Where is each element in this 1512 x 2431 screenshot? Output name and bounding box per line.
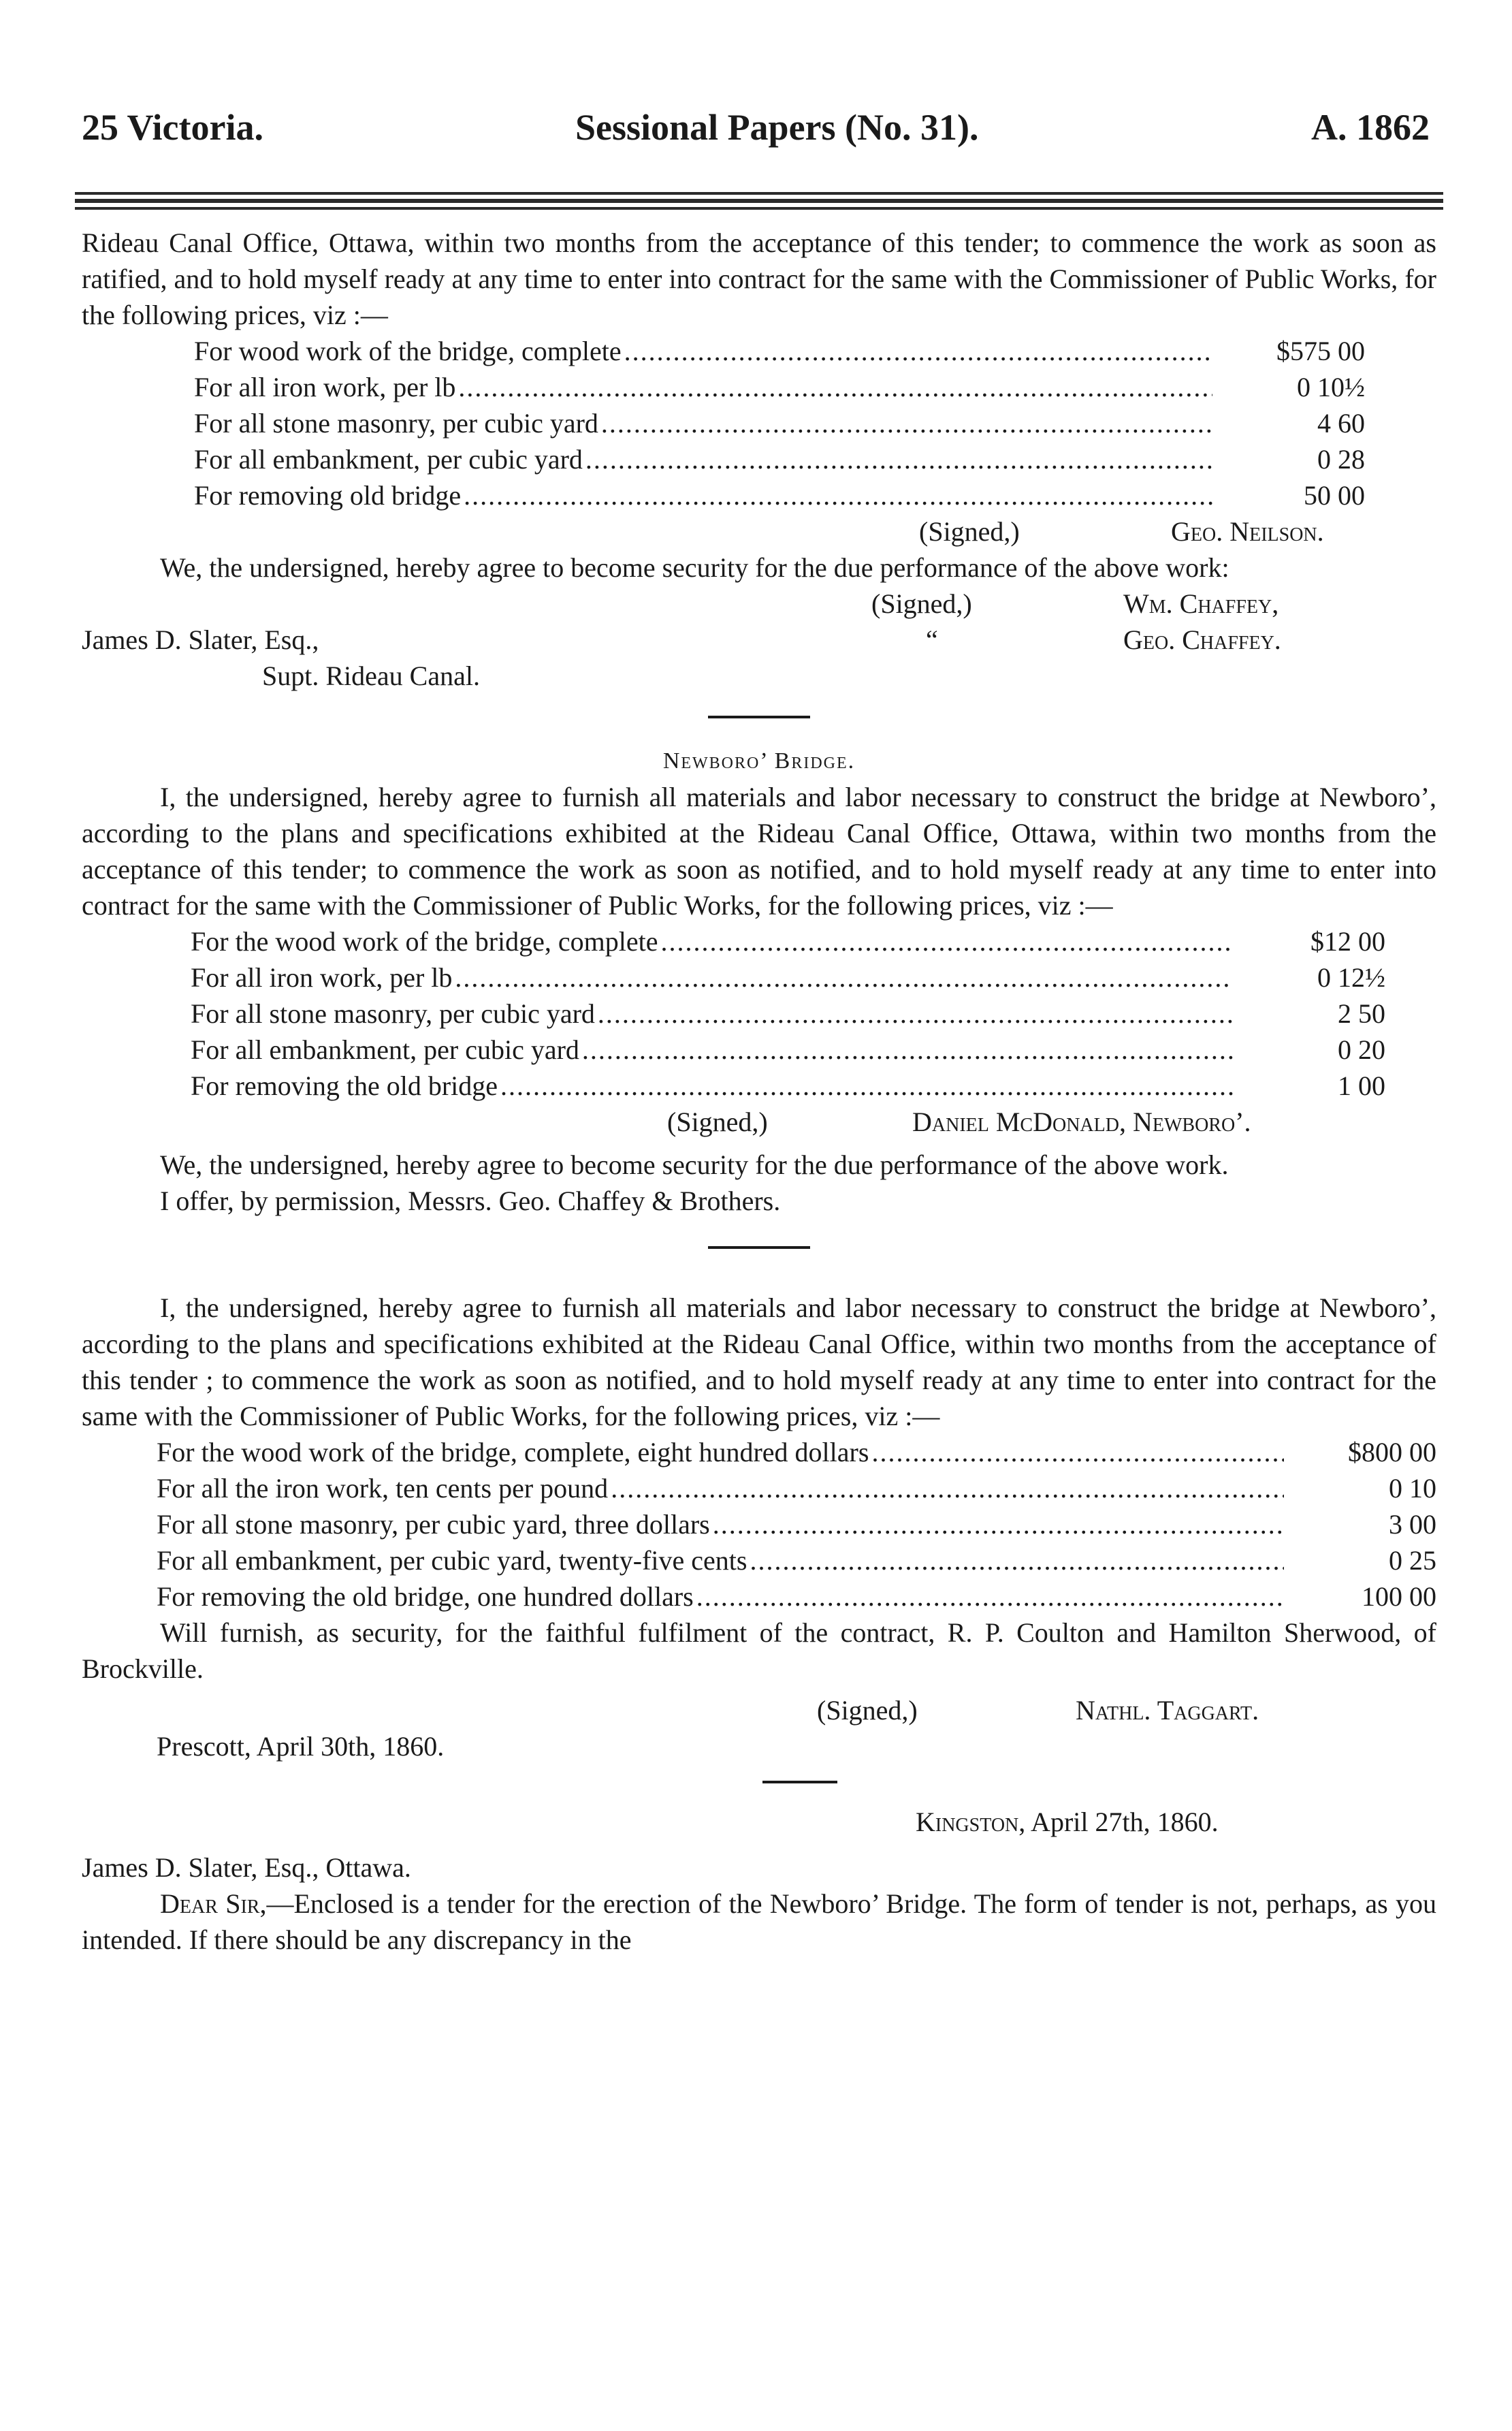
section-heading: Newboro’ Bridge. (662, 748, 856, 774)
leader-dots (582, 1032, 1233, 1068)
price-item: For all iron work, per lb (194, 372, 456, 402)
price-row (157, 1470, 1436, 1506)
tender3-intro: I, the undersigned, hereby agree to furnish all materials and labor necessary to construct the bridge at Newboro’, according to the plans and specifications exhibited at the Rideau Canal Office, within two months from the acceptance of this tender ; to commence the work as soon as notified, and to hold myself ready at any time to enter into contract for the same with the Commissioner of Public Works, for the following prices, viz :— (82, 1292, 1436, 1431)
price-amount: 0 25 (1389, 1545, 1436, 1576)
leader-dots (624, 333, 1212, 369)
header-year: A. 1862 (1311, 107, 1430, 148)
price-amount: 0 10½ (1297, 372, 1365, 402)
price-row (191, 959, 1385, 996)
header-rule-top (75, 192, 1443, 195)
leader-dots (713, 1506, 1284, 1542)
tender2-security-text: We, the undersigned, hereby agree to become security for the due performance of the above work. (160, 1149, 1229, 1180)
leader-dots (500, 1068, 1233, 1104)
tender3-place-date-line (82, 1728, 1436, 1764)
addressee-title-line (82, 658, 1436, 694)
price-amount: 4 60 (1317, 408, 1365, 439)
security-signed-label: (Signed,) (871, 588, 972, 619)
header-rule-bottom (75, 207, 1443, 210)
signed-label: (Signed,) (817, 1695, 918, 1726)
signed-label: (Signed,) (919, 516, 1020, 547)
page-header (75, 102, 1450, 157)
surety-name: Wm. Chaffey, (1123, 588, 1279, 619)
tender2-signature (82, 1104, 1436, 1140)
security-signed-line (82, 586, 1436, 622)
letter-addressee-line (82, 1849, 1436, 1886)
price-row (157, 1506, 1436, 1542)
leader-dots (464, 477, 1212, 513)
price-item: For all the iron work, ten cents per pound (157, 1473, 609, 1504)
price-item: For wood work of the bridge, complete (194, 336, 622, 366)
tender2-offer-text: I offer, by permission, Messrs. Geo. Chaffey & Brothers. (160, 1186, 781, 1216)
leader-dots (601, 405, 1212, 441)
letter-body-text: —Enclosed is a tender for the erection of the Newboro’ Bridge. The form of tender is not, perhaps, as you intended. If there should be any discrepancy in the (82, 1888, 1436, 1955)
tender3-signature (82, 1692, 1436, 1728)
price-item: For all stone masonry, per cubic yard, three dollars (157, 1509, 710, 1540)
place-date: Prescott, April 30th, 1860. (157, 1731, 445, 1762)
letter-body (82, 1886, 1436, 1958)
price-row (191, 996, 1385, 1032)
price-item: For the wood work of the bridge, complete (191, 926, 658, 957)
tender3-price-list (157, 1434, 1436, 1615)
tender2-price-list (191, 923, 1385, 1104)
price-item: For removing old bridge (194, 480, 462, 511)
letter-date: , April 27th, 1860. (1018, 1807, 1219, 1837)
price-item: For all embankment, per cubic yard (194, 444, 583, 475)
price-row (191, 923, 1385, 959)
addressee-line (82, 622, 1436, 658)
tender1-security-text: We, the undersigned, hereby agree to become security for the due performance of the above work: (160, 552, 1229, 583)
price-row (194, 441, 1365, 477)
price-row (157, 1578, 1436, 1615)
price-row (157, 1434, 1436, 1470)
addressee-title: Supt. Rideau Canal. (262, 661, 480, 691)
leader-dots (458, 369, 1212, 405)
tender1-intro: Rideau Canal Office, Ottawa, within two months from the acceptance of this tender; to commence the work as soon as ratified, and to hold myself ready at any time to enter into contract for the same with the Commissioner of Public Works, for the following prices, viz :— (82, 227, 1436, 330)
leader-dots (598, 996, 1233, 1032)
price-amount: 3 00 (1389, 1509, 1436, 1540)
letter-place: Kingston (916, 1807, 1019, 1837)
tender1-price-list (194, 333, 1365, 513)
price-row (157, 1542, 1436, 1578)
header-session: 25 Victoria. (82, 107, 263, 148)
leader-dots (661, 923, 1233, 959)
signer-name: Geo. Neilson. (1171, 516, 1324, 547)
price-amount: $575 00 (1276, 336, 1365, 366)
addressee-name: James D. Slater, Esq., (82, 624, 319, 655)
price-item: For all stone masonry, per cubic yard (194, 408, 598, 439)
price-row (191, 1068, 1385, 1104)
price-item: For removing the old bridge, one hundred dollars (157, 1581, 694, 1612)
tender3-security-text: Will furnish, as security, for the faithful fulfilment of the contract, R. P. Coulton and Hamilton Sherwood, of Brockville. (82, 1617, 1436, 1684)
price-item: For removing the old bridge (191, 1070, 498, 1101)
price-item: For all iron work, per lb (191, 962, 453, 993)
price-amount: $12 00 (1310, 926, 1385, 957)
tender1-signature (82, 513, 1436, 550)
price-item: For all stone masonry, per cubic yard (191, 998, 595, 1029)
letter-place-date (916, 1804, 1219, 1840)
price-amount: 1 00 (1338, 1070, 1385, 1101)
price-row (194, 333, 1365, 369)
leader-dots (585, 441, 1212, 477)
ditto-mark: “ (926, 624, 938, 655)
price-item: For all embankment, per cubic yard (191, 1034, 579, 1065)
price-amount: 0 12½ (1317, 962, 1385, 993)
price-amount: $800 00 (1348, 1437, 1436, 1467)
price-amount: 2 50 (1338, 998, 1385, 1029)
leader-dots (750, 1542, 1284, 1578)
signed-label: (Signed,) (667, 1107, 768, 1137)
price-amount: 0 20 (1338, 1034, 1385, 1065)
price-item: For the wood work of the bridge, complete, eight hundred dollars (157, 1437, 869, 1467)
signer-name: Nathl. Taggart. (1076, 1695, 1259, 1726)
leader-dots (696, 1578, 1284, 1615)
signer-name: Daniel McDonald, Newboro’. (912, 1107, 1251, 1137)
document-body (82, 225, 1436, 1958)
price-row (191, 1032, 1385, 1068)
price-row (194, 477, 1365, 513)
tender2-intro: I, the undersigned, hereby agree to furnish all materials and labor necessary to construct the bridge at Newboro’, according to the plans and specifications exhibited at the Rideau Canal Office, Ottawa, within two months from the acceptance of this tender; to commence the work as soon as notified, and to hold myself ready at any time to enter into contract for the same with the Commissioner of Public Works, for the following prices, viz :— (82, 782, 1436, 921)
header-title: Sessional Papers (No. 31). (575, 107, 979, 148)
price-amount: 100 00 (1362, 1581, 1436, 1612)
leader-dots (871, 1434, 1284, 1470)
price-amount: 50 00 (1304, 480, 1365, 511)
price-amount: 0 28 (1317, 444, 1365, 475)
surety-name: Geo. Chaffey. (1123, 624, 1281, 655)
header-rule-middle (75, 199, 1443, 203)
letter-salutation: Dear Sir, (160, 1888, 267, 1919)
price-row (194, 369, 1365, 405)
price-row (194, 405, 1365, 441)
price-amount: 0 10 (1389, 1473, 1436, 1504)
letter-dateline (82, 1804, 1436, 1840)
price-item: For all embankment, per cubic yard, twenty-five cents (157, 1545, 747, 1576)
leader-dots (455, 959, 1233, 996)
letter-addressee: James D. Slater, Esq., Ottawa. (82, 1852, 411, 1883)
leader-dots (611, 1470, 1284, 1506)
